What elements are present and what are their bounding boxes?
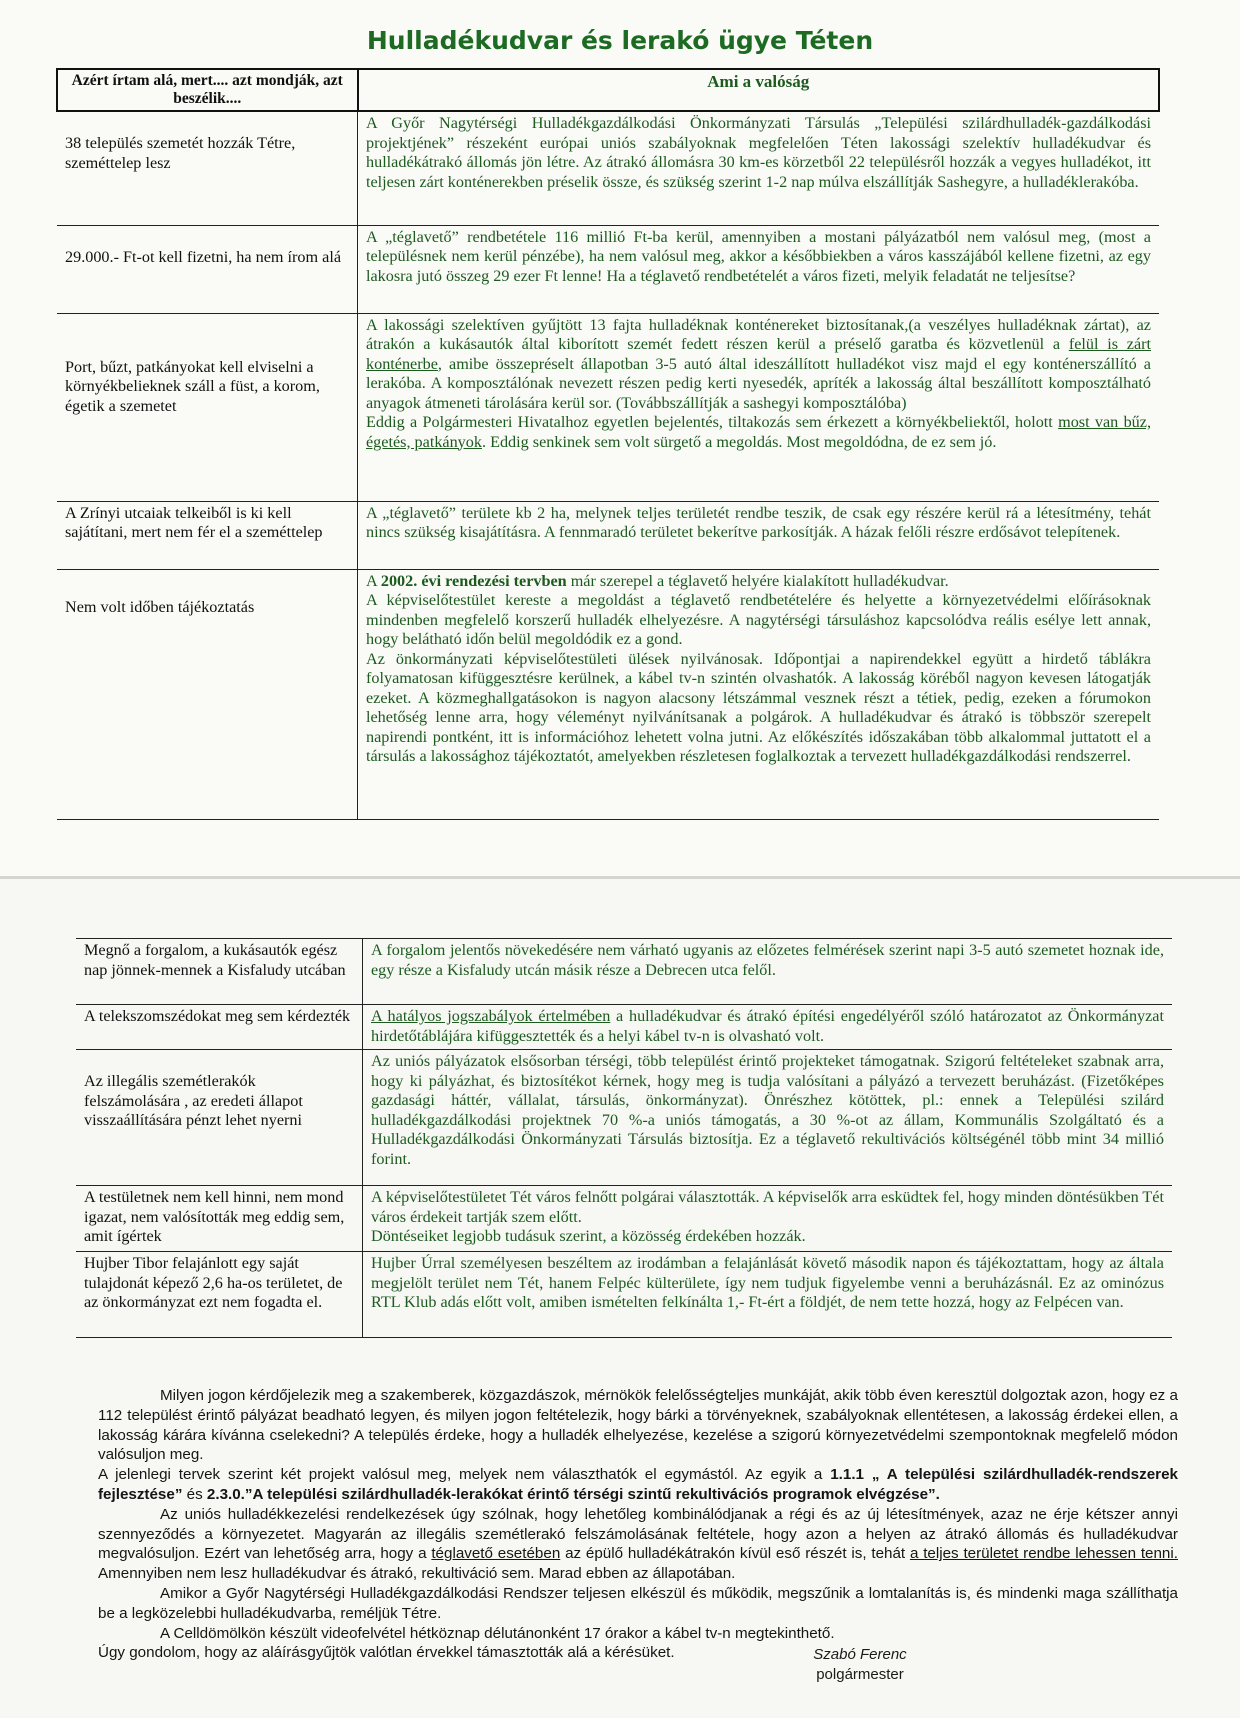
project-name: 2.3.0.”A települési szilárdhulladék-lerakókat érintő térségi szintű rekultivációs programok elvégzése”. [206, 1485, 940, 1503]
reality-text: Az önkormányzati képviselőtestületi ülések nyilvánosak. Időpontjai a napirendekkel együtt a hirdető táblákra folyamatosan kifüggesztésre kerülnek, a kábel tv-n szintén olvashatók. A lakosság köréből nagyon kevesen látogatják ezeket. A közmeghallgatásokon is nagyon alacsony létszámmal vesznek részt a tétiek, pedig, ezeken a fórumokon lehetőség lenne arra, hogy véleményt nyilvánítsanak a polgárok. A hulladékudvar és átrakó is többször szerepelt napirendi pontként, itt is információhoz lehetett volna jutni. Az előkészítés időszakában több alkalommal juttatott el a társulás a lakossághoz tájékoztatót, amelyekben részletesen foglalkoztak a tervezett hulladékgazdálkodási rendszerrel. [366, 649, 1151, 765]
reality-text: már szerepel a téglavető helyére kialakított hulladékudvar. [566, 571, 949, 590]
reality-cell [358, 569, 1160, 819]
reality-underline: most van bűz, égetés, patkányok [366, 413, 1152, 451]
reality-cell [363, 1186, 1173, 1252]
paragraph-text: Amennyiben nem lesz hulladékudvar és átrakó, rekultiváció sem. Marad ebben az állapotában. [98, 1565, 736, 1583]
reality-underline: felül is zárt konténerbe [366, 335, 1152, 373]
paragraph-text: A jelenlegi tervek szerint két projekt valósul meg, melyek nem választhatók el egymástól. Az egyik a [98, 1466, 831, 1484]
reality-underline: A hatályos jogszabályok értelmében [371, 1007, 611, 1025]
table-header-row [57, 69, 1159, 111]
table-row [76, 1005, 1172, 1050]
reality-text: A lakossági szelektíven gyűjtött 13 fajta hulladéknak konténereket biztosítanak,(a veszélyes hulladéknak zártat), az átrakón a kukásautók által kiborított szemét fedett részen kerül a préselő garatba és közvetlenül a [366, 315, 1151, 353]
claims-table-bottom [76, 938, 1172, 1338]
reality-text: A képviselőtestületet Tét város felnőtt polgárai választották. A képviselők arra esküdtek fel, hogy minden döntésükben Tét város érdekeit tartják szem előtt. [371, 1188, 1164, 1226]
claim-cell: 29.000.- Ft-ot kell fizetni, ha nem írom alá [57, 225, 358, 313]
reality-text: A képviselőtestület kereste a megoldást a téglavető rendbetételére és helyette a környezetvédelmi előírásoknak mindenben megfelelő korszerű hulladék elhelyezésre. A nagytérségi társuláshoz kapcsolódva reális esélye lett annak, hogy belátható időn belül megoldódik ez a gond. [366, 591, 1151, 648]
reality-cell: A „téglavető” rendbetétele 116 millió Ft-ba kerül, amennyiben a mostani pályázatból nem valósul meg, (most a településnek nem kerül pénzébe), ha nem valósul meg, akkor a későbbiekben a város kasszájából kellene fizetni, az egy lakosra jutó összeg 29 ezer Ft lenne! Ha a téglavető rendbetételét a város fizeti, melyik feladatát ne teljesítse? [358, 225, 1160, 313]
paragraph: A Celldömölkön készült videofelvétel hétköznap délutánonként 17 órakor a kábel tv-n megtekinthető. [160, 1624, 835, 1642]
signature-name: Szabó Ferenc [813, 1646, 907, 1663]
paragraph-underline: téglavető esetében [431, 1545, 561, 1563]
table-row [76, 1050, 1172, 1186]
table-row [57, 111, 1159, 225]
page-title: Hulladékudvar és lerakó ügye Téten [366, 26, 874, 55]
paragraph: Úgy gondolom, hogy az aláírásgyűjtök valótlan érvekkel támasztották alá a kérésüket. [98, 1644, 675, 1662]
table-row [57, 501, 1159, 569]
header-reality: Ami a valóság [358, 69, 1160, 111]
paragraph-text: Az uniós hulladékkezelési rendelkezések úgy szólnak, hogy lehetőleg kombinálódjanak a régi és az új létesítmények, azaz ne érje kétszer annyi szennyeződés a környezetet. Magyarán az illegális szemétlerakó felszámolásának feltétele, hogy azon a helyen az átrakó állomás és hulladékudvar megvalósuljon. Ezért van lehetőség arra, hogy a [98, 1505, 1178, 1563]
claim-cell: Megnő a forgalom, a kukásautók egész nap jönnek-mennek a Kisfaludy utcában [84, 941, 346, 979]
claim-cell: A Zrínyi utcaiak telkeiből is ki kell sajátítani, mert nem fér el a szeméttelep [57, 501, 358, 569]
table-row [57, 569, 1159, 819]
reality-cell: Hujber Úrral személyesen beszéltem az irodámban a felajánlását követő második napon és tájékoztattam, hogy az általa megjelölt terület nem Tét, hanem Felpéc külterülete, így nem tudjuk figyelembe venni a beruházásnál. Ez az ominózus RTL Klub adás előtt volt, amiben ismételten felkínálta 1,- Ft-ért a földjét, de nem tette hozzá, hogy az Felpécen van. [363, 1252, 1173, 1338]
table-row [76, 1186, 1172, 1252]
reality-bold: 2002. évi rendezési tervben [380, 571, 567, 590]
paragraph-text: és [182, 1485, 207, 1503]
claim-cell: Port, bűzt, patkányokat kell elviselni a környékbelieknek száll a füst, a korom, égetik a szemetet [57, 313, 358, 501]
claim-cell: A testületnek nem kell hinni, nem mond igazat, nem valósították meg eddig sem, amit ígértek [76, 1186, 363, 1252]
reality-text: , amibe összepréselt állapotban 3-5 autó által ideszállított hulladékot visz majd el egy konténerszállító a lerakóba. A komposztálónak nevezett részen pedig kerti nyesedék, apríték a lakosság által beszállított komposztálható anyagok átmeneti tárolására kerül sor. (Továbbszállítják a sashegyi komposztálóba) [366, 354, 1151, 412]
reality-cell [363, 1005, 1173, 1050]
reality-cell [358, 313, 1160, 501]
claim-cell: 38 település szemetét hozzák Tétre, szeméttelep lesz [57, 111, 358, 225]
claim-cell: Az illegális szemétlerakók felszámolására , az eredeti állapot visszaállítására pénzt lehet nyerni [76, 1050, 363, 1186]
table-row [76, 939, 1172, 1005]
project-name: 1.1.1 „ A települési szilárdhulladék-rendszerek fejlesztése” [98, 1466, 1178, 1503]
reality-cell: A forgalom jelentős növekedésére nem várható ugyanis az előzetes felmérések szerint napi 3-5 autó szemetet hoznak ide, egy része a Kisfaludy utcán másik része a Debrecen utca felől. [363, 939, 1173, 1005]
reality-text: Eddig a Polgármesteri Hivatalhoz egyetlen bejelentés, tiltakozás sem érkezett a környékbeliektől, holott [366, 413, 1059, 431]
reality-text: A [366, 571, 381, 590]
claim-cell: Nem volt időben tájékoztatás [57, 569, 358, 819]
claim-cell: Hujber Tibor felajánlott egy saját tulajdonát képező 2,6 ha-os területet, de az önkormányzat ezt nem fogadta el. [76, 1252, 363, 1338]
table-row [57, 313, 1159, 501]
reality-text: Döntéseiket legjobb tudásuk szerint, a közösség érdekében hozzák. [371, 1227, 806, 1245]
paragraph: Amikor a Győr Nagytérségi Hulladékgazdálkodási Rendszer teljesen elkészül és működik, megszűnik a lomtalanítás is, és mindenki maga szállíthatja be a legközelebbi hulladékudvarba, reméljük Tétre. [98, 1584, 1178, 1622]
table-row [57, 225, 1159, 313]
table-row [76, 1252, 1172, 1338]
header-claims: Azért írtam alá, mert.... azt mondják, azt beszélik.... [57, 69, 358, 111]
paragraph-text: az épülő hulladékátrakón kívül eső részét is, tehát [560, 1545, 910, 1563]
reality-cell: Az uniós pályázatok elsősorban térségi, több települést érintő projekteket támogatnak. Szigorú feltételeket szabnak arra, hogy ki pályázhat, és biztosítékot kérnek, hogy meg is tudja valósítani a pályázó a tervezett beruházást. (Fizetőképes gazdasági háttér, vállalat, társulás, önkormányzat). Önrészhez kötöttek, pl.: ennek a Települési szilárd hulladékgazdálkodási projektnek 70 %-a uniós támogatás, a 30 %-ot az állam, Kommunális Szolgáltató és a Hulladékgazdálkodási Önkormányzati Társulás biztosítja. Ez a téglavető rekultivációs költségénél több mint 34 millió forint. [363, 1050, 1173, 1186]
reality-text: . Eddig senkinek sem volt sürgető a megoldás. Most megoldódna, de ez sem jó. [481, 432, 997, 451]
signature [780, 1645, 940, 1685]
claim-cell: A telekszomszédokat meg sem kérdezték [76, 1005, 363, 1050]
closing-text [98, 1386, 1178, 1663]
claims-table-top [56, 68, 1160, 820]
paragraph: Milyen jogon kérdőjelezik meg a szakemberek, közgazdászok, mérnökök felelősségteljes munkáját, akik több éven keresztül dolgoztak azon, hogy ez a 112 települést érintő pályázat beadható legyen, és milyen jogon feltételezik, hogy bárki a törvényeknek, szabályoknak ellentétesen, a lakosság érdekei ellen, a lakosság kárára kívánna cselekedni? A település érdeke, hogy a hulladék elhelyezése, kezelése a szigorú környezetvédelmi szempontoknak megfelelő módon valósuljon meg. [98, 1387, 1178, 1464]
paragraph-underline: a teljes területet rendbe lehessen tenni. [909, 1545, 1178, 1563]
reality-cell: A Győr Nagytérségi Hulladékgazdálkodási Önkormányzati Társulás „Települési szilárdhulladék-gazdálkodási projektjének” részeként európai uniós szabályoknak megfelelően Téten lakossági szelektív hulladékudvar és hulladékátrakó állomás jön létre. Az átrakó állomásra 30 km-es körzetből 22 településről hozzák a vegyes hulladékot, itt teljesen zárt konténerekben préselik össze, és szükség szerint 1-2 nap múlva elszállítják Sashegyre, a hulladéklerakóba. [358, 111, 1160, 225]
reality-text: a hulladékudvar és átrakó építési engedélyéről szóló határozatot az Önkormányzat hirdetőtáblájára kifüggesztették és a helyi kábel tv-n is olvasható volt. [371, 1007, 1164, 1045]
signature-role: polgármester [816, 1666, 904, 1683]
reality-cell: A „téglavető” területe kb 2 ha, melynek teljes területét rendbe teszik, de csak egy részére kerül rá a létesítmény, tehát nincs szükség kisajátításra. A fennmaradó területet bekerítve parkosítják. A házak felőli részre erdősávot telepítenek. [358, 501, 1160, 569]
paragraph [98, 1505, 1178, 1584]
paragraph [98, 1465, 1178, 1505]
